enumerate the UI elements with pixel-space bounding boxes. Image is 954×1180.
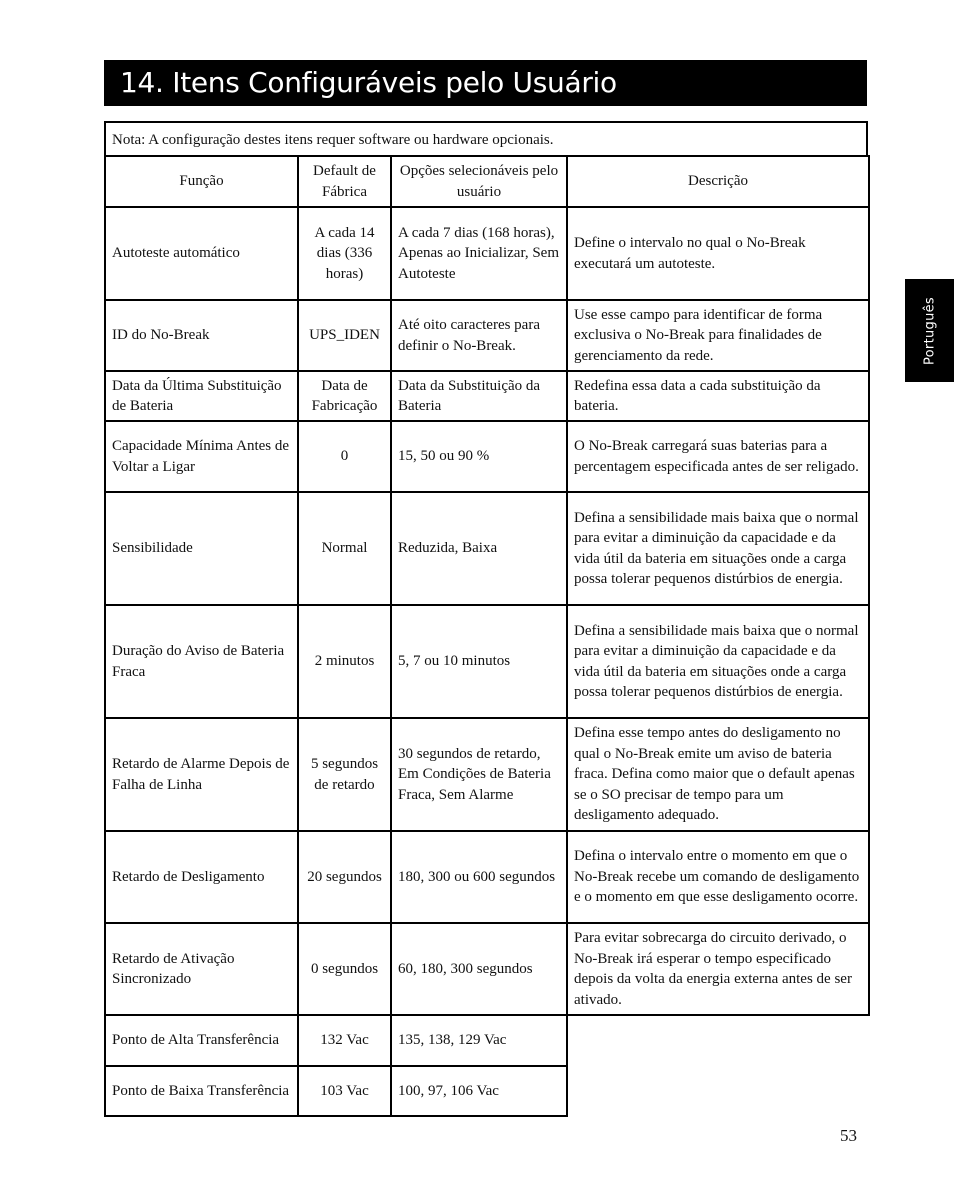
- cell-options: Data da Substituição da Bateria: [391, 371, 567, 421]
- cell-description: Defina esse tempo antes do desligamento no qual o No-Break emite um aviso de bateria fraca. Defina como maior que o default apenas se o SO precisar de tempo para um desligamento adequado.: [567, 718, 869, 831]
- table-row: [105, 421, 869, 492]
- cell-options: 135, 138, 129 Vac: [391, 1015, 567, 1066]
- cell-default: 132 Vac: [298, 1015, 391, 1066]
- header-function: Função: [105, 156, 298, 207]
- cell-function: Retardo de Desligamento: [105, 831, 298, 923]
- table-row: [105, 923, 869, 1015]
- language-tab: [905, 279, 954, 382]
- table-row: [105, 300, 869, 371]
- cell-options: A cada 7 dias (168 horas), Apenas ao Inicializar, Sem Autoteste: [391, 207, 567, 300]
- cell-options: 5, 7 ou 10 minutos: [391, 605, 567, 718]
- cell-description: Defina o intervalo entre o momento em que o No-Break recebe um comando de desligamento e o momento em que esse desligamento ocorre.: [567, 831, 869, 923]
- table-row: [105, 207, 869, 300]
- cell-default: 20 segundos: [298, 831, 391, 923]
- table-row: [105, 1015, 869, 1066]
- cell-function: Autoteste automático: [105, 207, 298, 300]
- cell-options: 100, 97, 106 Vac: [391, 1066, 567, 1116]
- cell-default: 2 minutos: [298, 605, 391, 718]
- section-title-bar: [104, 60, 867, 106]
- cell-default: A cada 14 dias (336 horas): [298, 207, 391, 300]
- cell-default: 5 segundos de retardo: [298, 718, 391, 831]
- table-note: Nota: A configuração destes itens requer software ou hardware opcionais.: [104, 121, 868, 157]
- cell-description: Define o intervalo no qual o No-Break executará um autoteste.: [567, 207, 869, 300]
- cell-function: Capacidade Mínima Antes de Voltar a Ligar: [105, 421, 298, 492]
- cell-default: 103 Vac: [298, 1066, 391, 1116]
- cell-description: Para evitar sobrecarga do circuito derivado, o No-Break irá esperar o tempo especificado depois da volta da energia externa antes de ser ativado.: [567, 923, 869, 1015]
- cell-options: Reduzida, Baixa: [391, 492, 567, 605]
- table-header-row: [105, 156, 869, 207]
- header-description: Descrição: [567, 156, 869, 207]
- cell-default: Normal: [298, 492, 391, 605]
- cell-options: 60, 180, 300 segundos: [391, 923, 567, 1015]
- header-options: Opções selecionáveis pelo usuário: [391, 156, 567, 207]
- cell-function: Ponto de Alta Transferência: [105, 1015, 298, 1066]
- cell-function: ID do No-Break: [105, 300, 298, 371]
- config-table: [104, 155, 870, 1117]
- cell-function: Retardo de Ativação Sincronizado: [105, 923, 298, 1015]
- cell-default: UPS_IDEN: [298, 300, 391, 371]
- cell-function: Sensibilidade: [105, 492, 298, 605]
- cell-description-empty: [567, 1066, 869, 1116]
- table-row: [105, 1066, 869, 1116]
- cell-function: Retardo de Alarme Depois de Falha de Linha: [105, 718, 298, 831]
- table-row: [105, 831, 869, 923]
- cell-options: 30 segundos de retardo, Em Condições de Bateria Fraca, Sem Alarme: [391, 718, 567, 831]
- page-title: 14. Itens Configuráveis pelo Usuário: [120, 66, 617, 99]
- cell-default: Data de Fabricação: [298, 371, 391, 421]
- cell-default: 0: [298, 421, 391, 492]
- cell-options: 15, 50 ou 90 %: [391, 421, 567, 492]
- table-row: [105, 371, 869, 421]
- cell-function: Data da Última Substituição de Bateria: [105, 371, 298, 421]
- table-row: [105, 492, 869, 605]
- cell-default: 0 segundos: [298, 923, 391, 1015]
- cell-description: O No-Break carregará suas baterias para a percentagem especificada antes de ser religado.: [567, 421, 869, 492]
- table-row: [105, 605, 869, 718]
- cell-description: Defina a sensibilidade mais baixa que o normal para evitar a diminuição da capacidade e da vida útil da bateria em situações onde a carga possa tolerar pequenos distúrbios de energia.: [567, 605, 869, 718]
- language-tab-label: Português: [922, 296, 937, 365]
- cell-function: Duração do Aviso de Bateria Fraca: [105, 605, 298, 718]
- cell-description: Defina a sensibilidade mais baixa que o normal para evitar a diminuição da capacidade e da vida útil da bateria em situações onde a carga possa tolerar pequenos distúrbios de energia.: [567, 492, 869, 605]
- header-default: Default de Fábrica: [298, 156, 391, 207]
- page-number: 53: [840, 1126, 857, 1145]
- cell-description: Redefina essa data a cada substituição da bateria.: [567, 371, 869, 421]
- cell-function: Ponto de Baixa Transferência: [105, 1066, 298, 1116]
- cell-options: 180, 300 ou 600 segundos: [391, 831, 567, 923]
- table-row: [105, 718, 869, 831]
- cell-description: Use esse campo para identificar de forma exclusiva o No-Break para finalidades de gerenciamento da rede.: [567, 300, 869, 371]
- cell-options: Até oito caracteres para definir o No-Break.: [391, 300, 567, 371]
- cell-description-empty: [567, 1015, 869, 1066]
